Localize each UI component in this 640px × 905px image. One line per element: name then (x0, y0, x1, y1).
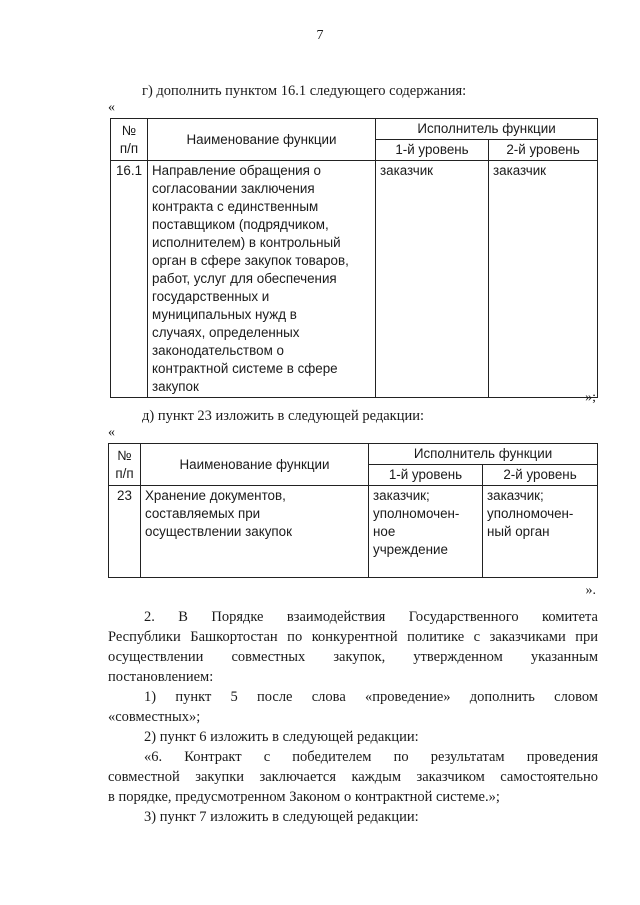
header-number: № п/п (109, 444, 141, 486)
row-level-2: заказчик (489, 161, 598, 398)
header-level-1: 1-й уровень (376, 140, 489, 161)
table-row (109, 486, 598, 578)
section-d-intro: д) пункт 23 изложить в следующей редакции: (142, 408, 424, 424)
header-level-1: 1-й уровень (369, 465, 483, 486)
row-number: 23 (109, 486, 141, 578)
function-table-23 (108, 443, 598, 578)
header-function-name: Наименование функции (148, 119, 376, 161)
header-executor: Исполнитель функции (369, 444, 598, 465)
page-number: 7 (316, 28, 324, 43)
paragraph-2: 2. В Порядке взаимодействия Государственного комитета Республики Башкортостан по конкурентной политике с заказчиками при осуществлении совместных закупок, утвержденном указанным постановлением: (108, 609, 598, 685)
section-g-open-quote: « (108, 100, 115, 115)
header-number: № п/п (111, 119, 148, 161)
section-d-close-quote: ». (585, 583, 596, 598)
function-table-16-1 (110, 118, 598, 398)
row-function-name: Хранение документов, составляемых при осуществлении закупок (141, 486, 369, 578)
row-number: 16.1 (111, 161, 148, 398)
section-d-open-quote: « (108, 425, 115, 440)
header-function-name: Наименование функции (141, 444, 369, 486)
row-function-name: Направление обращения о согласовании заключения контракта с единственным поставщиком (подрядчиком, исполнителем) в контрольный орган в сфере закупок товаров, работ, услуг для обеспечения государственных и муниципальных нужд в случаях, определенных законодательством о контрактной системе в сфере закупок (148, 161, 376, 398)
paragraph-item-1: 1) пункт 5 после слова «проведение» дополнить словом «совместных»; (108, 689, 598, 725)
row-level-1: заказчик (376, 161, 489, 398)
header-level-2: 2-й уровень (483, 465, 598, 486)
row-level-2: заказчик; уполномочен- ный орган (483, 486, 598, 578)
section-g-intro: г) дополнить пунктом 16.1 следующего содержания: (142, 83, 467, 99)
table-row (111, 161, 598, 398)
row-level-1: заказчик; уполномочен- ное учреждение (369, 486, 483, 578)
header-executor: Исполнитель функции (376, 119, 598, 140)
header-level-2: 2-й уровень (489, 140, 598, 161)
section-g-close-quote: »; (585, 390, 596, 405)
paragraph-item-6-quote: «6. Контракт с победителем по результатам проведения совместной закупки заключается каждым заказчиком самостоятельно в порядке, предусмотренном Законом о контрактной системе.»; (108, 749, 598, 805)
paragraph-item-2: 2) пункт 6 изложить в следующей редакции: (144, 729, 419, 745)
paragraph-item-3: 3) пункт 7 изложить в следующей редакции: (144, 809, 419, 825)
